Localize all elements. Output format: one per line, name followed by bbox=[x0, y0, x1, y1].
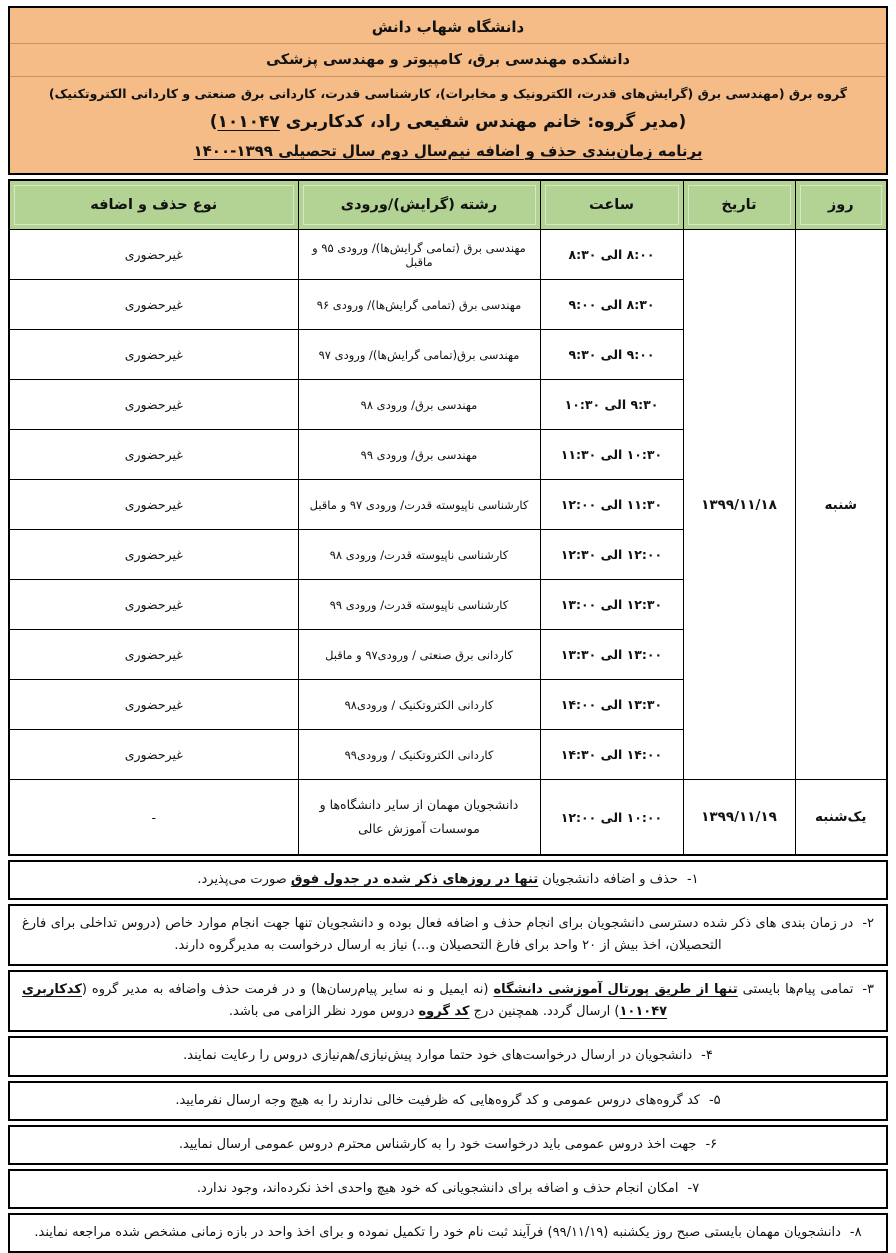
time-cell: ۱۰:۰۰ الی ۱۲:۰۰ bbox=[540, 780, 683, 856]
university-name: دانشگاه شهاب دانش bbox=[10, 8, 886, 44]
type-cell: - bbox=[9, 780, 298, 856]
note-text: دروس مورد نظر الزامی می باشد. bbox=[228, 1004, 419, 1020]
major-cell: مهندسی برق (تمامی گرایش‌ها)/ ورودی ۹۶ bbox=[298, 280, 540, 330]
note-number: ۷- bbox=[687, 1180, 700, 1196]
note-text: تنها از طریق پورتال آموزشی دانشگاه bbox=[493, 982, 738, 998]
document-header bbox=[8, 6, 888, 175]
date-cell: ۱۳۹۹/۱۱/۱۸ bbox=[683, 230, 795, 780]
note-text: دانشجویان مهمان بایستی صبح روز یکشنبه (۹۹/۱۱/۱۹) فرآیند ثبت نام خود را تکمیل نموده و برای اخذ واحد در بازه زمانی مشخص شده مراجعه نمایند. bbox=[34, 1224, 841, 1240]
column-header-major: رشته (گرایش)/ورودی bbox=[298, 180, 540, 230]
group-manager-line bbox=[10, 107, 886, 137]
note-item bbox=[8, 860, 888, 900]
note-text: ) ارسال گردد. همچنین درج bbox=[469, 1004, 620, 1020]
type-cell: غیرحضوری bbox=[9, 680, 298, 730]
time-cell: ۱۳:۰۰ الی ۱۳:۳۰ bbox=[540, 630, 683, 680]
schedule-table-head bbox=[9, 180, 887, 230]
major-cell: مهندسی برق/ ورودی ۹۸ bbox=[298, 380, 540, 430]
note-number: ۳- bbox=[862, 982, 875, 998]
note-text: کد گروه bbox=[418, 1004, 470, 1020]
type-cell: غیرحضوری bbox=[9, 380, 298, 430]
type-cell: غیرحضوری bbox=[9, 280, 298, 330]
type-cell: غیرحضوری bbox=[9, 580, 298, 630]
group-manager-close-paren: ) bbox=[209, 112, 218, 132]
note-number: ۱- bbox=[686, 872, 699, 887]
major-cell: کارشناسی ناپیوسته قدرت/ ورودی ۹۷ و ماقبل bbox=[298, 480, 540, 530]
time-cell: ۸:۳۰ الی ۹:۰۰ bbox=[540, 280, 683, 330]
major-cell: مهندسی برق(تمامی گرایش‌ها)/ ورودی ۹۷ bbox=[298, 330, 540, 380]
time-cell: ۸:۰۰ الی ۸:۳۰ bbox=[540, 230, 683, 280]
day-cell: یک‌شنبه bbox=[795, 780, 887, 856]
major-cell: کاردانی الکتروتکنیک / ورودی۹۹ bbox=[298, 730, 540, 780]
time-cell: ۱۲:۳۰ الی ۱۳:۰۰ bbox=[540, 580, 683, 630]
note-text: تمامی پیام‌ها بایستی bbox=[737, 982, 854, 998]
type-cell: غیرحضوری bbox=[9, 730, 298, 780]
manager-user-code: ۱۰۱۰۴۷ bbox=[217, 112, 280, 132]
note-text: در زمان بندی های ذکر شده دسترسی دانشجویان برای انجام حذف و اضافه فعال بوده و دانشجویان تنها جهت انجام موارد خاص (دروس تداخلی برای فارغ التحصیلان، اخذ بیش از ۲۰ واحد برای فارغ التحصیلان و...) نیاز به ارسال درخواست به مدیرگروه دارند. bbox=[22, 916, 854, 954]
header-row bbox=[9, 180, 887, 230]
notes-section bbox=[8, 860, 888, 1253]
time-cell: ۹:۰۰ الی ۹:۳۰ bbox=[540, 330, 683, 380]
note-text: جهت اخذ دروس عمومی باید درخواست خود را به کارشناس محترم دروس عمومی ارسال نمایید. bbox=[178, 1136, 697, 1152]
day-cell: شنبه bbox=[795, 230, 887, 780]
note-number: ۵- bbox=[708, 1092, 721, 1108]
time-cell: ۱۳:۳۰ الی ۱۴:۰۰ bbox=[540, 680, 683, 730]
schedule-row bbox=[9, 230, 887, 280]
type-cell: غیرحضوری bbox=[9, 430, 298, 480]
time-cell: ۱۴:۰۰ الی ۱۴:۳۰ bbox=[540, 730, 683, 780]
note-number: ۲- bbox=[862, 916, 874, 932]
guest-students-row bbox=[9, 780, 887, 856]
note-item bbox=[8, 1213, 888, 1253]
major-cell: کارشناسی ناپیوسته قدرت/ ورودی ۹۹ bbox=[298, 580, 540, 630]
time-cell: ۹:۳۰ الی ۱۰:۳۰ bbox=[540, 380, 683, 430]
note-item bbox=[8, 1081, 888, 1121]
note-text: (نه ایمیل و نه سایر پیام‌رسان‌ها) و در فرمت حذف واضافه به مدیر گروه ( bbox=[81, 982, 494, 998]
time-cell: ۱۰:۳۰ الی ۱۱:۳۰ bbox=[540, 430, 683, 480]
schedule-title: برنامه زمان‌بندی حذف و اضافه نیم‌سال دوم سال تحصیلی ۱۳۹۹-۱۴۰۰ bbox=[193, 142, 703, 160]
type-cell: غیرحضوری bbox=[9, 330, 298, 380]
time-cell: ۱۲:۰۰ الی ۱۲:۳۰ bbox=[540, 530, 683, 580]
major-cell: کارشناسی ناپیوسته قدرت/ ورودی ۹۸ bbox=[298, 530, 540, 580]
note-item bbox=[8, 1036, 888, 1076]
type-cell: غیرحضوری bbox=[9, 630, 298, 680]
type-cell: غیرحضوری bbox=[9, 230, 298, 280]
note-number: ۶- bbox=[705, 1136, 718, 1152]
time-cell: ۱۱:۳۰ الی ۱۲:۰۰ bbox=[540, 480, 683, 530]
note-number: ۸- bbox=[849, 1224, 862, 1240]
note-text: دانشجویان در ارسال درخواست‌های خود حتما موارد پیش‌نیازی/هم‌نیازی دروس را رعایت نمایند. bbox=[183, 1048, 693, 1064]
note-number: ۴- bbox=[701, 1048, 713, 1064]
note-text: امکان انجام حذف و اضافه برای دانشجویانی که خود هیچ واحدی اخذ نکرده‌اند، وجود ندارد. bbox=[196, 1180, 679, 1196]
note-item bbox=[8, 1169, 888, 1209]
major-cell: مهندسی برق/ ورودی ۹۹ bbox=[298, 430, 540, 480]
date-cell: ۱۳۹۹/۱۱/۱۹ bbox=[683, 780, 795, 856]
type-cell: غیرحضوری bbox=[9, 530, 298, 580]
note-text: تنها در روزهای ذکر شده در جدول فوق bbox=[290, 872, 539, 887]
note-text: حذف و اضافه دانشجویان bbox=[538, 872, 678, 887]
schedule-table-body bbox=[9, 230, 887, 856]
note-item bbox=[8, 904, 888, 966]
type-cell: غیرحضوری bbox=[9, 480, 298, 530]
schedule-table bbox=[8, 179, 888, 856]
note-text: کد گروه‌های دروس عمومی و کد گروه‌هایی که ظرفیت خالی ندارند را به هیچ وجه ارسال نفرمایید. bbox=[175, 1092, 700, 1108]
note-text: کدکاربری ۱۰۱۰۴۷ bbox=[22, 982, 668, 1020]
column-header-date: تاریخ bbox=[683, 180, 795, 230]
note-text: صورت می‌پذیرد. bbox=[197, 872, 291, 887]
major-cell: مهندسی برق (تمامی گرایش‌ها)/ ورودی ۹۵ و ماقبل bbox=[298, 230, 540, 280]
department-name: گروه برق (مهندسی برق (گرایش‌های قدرت، الکترونیک و مخابرات)، کارشناسی قدرت، کاردانی برق صنعتی و کاردانی الکتروتکنیک) bbox=[48, 86, 848, 101]
group-manager-text: (مدیر گروه: خانم مهندس شفیعی راد، کدکاربری bbox=[279, 112, 687, 132]
column-header-time: ساعت bbox=[540, 180, 683, 230]
column-header-type: نوع حذف و اضافه bbox=[9, 180, 298, 230]
major-cell: کاردانی الکتروتکنیک / ورودی۹۸ bbox=[298, 680, 540, 730]
note-item bbox=[8, 1125, 888, 1165]
major-cell: دانشجویان مهمان از سایر دانشگاه‌ها و موسسات آموزش عالی bbox=[298, 780, 540, 856]
faculty-name: دانشکده مهندسی برق، کامپیوتر و مهندسی پزشکی bbox=[10, 44, 886, 77]
major-cell: کاردانی برق صنعتی / ورودی۹۷ و ماقبل bbox=[298, 630, 540, 680]
note-item bbox=[8, 970, 888, 1032]
column-header-day: روز bbox=[795, 180, 887, 230]
